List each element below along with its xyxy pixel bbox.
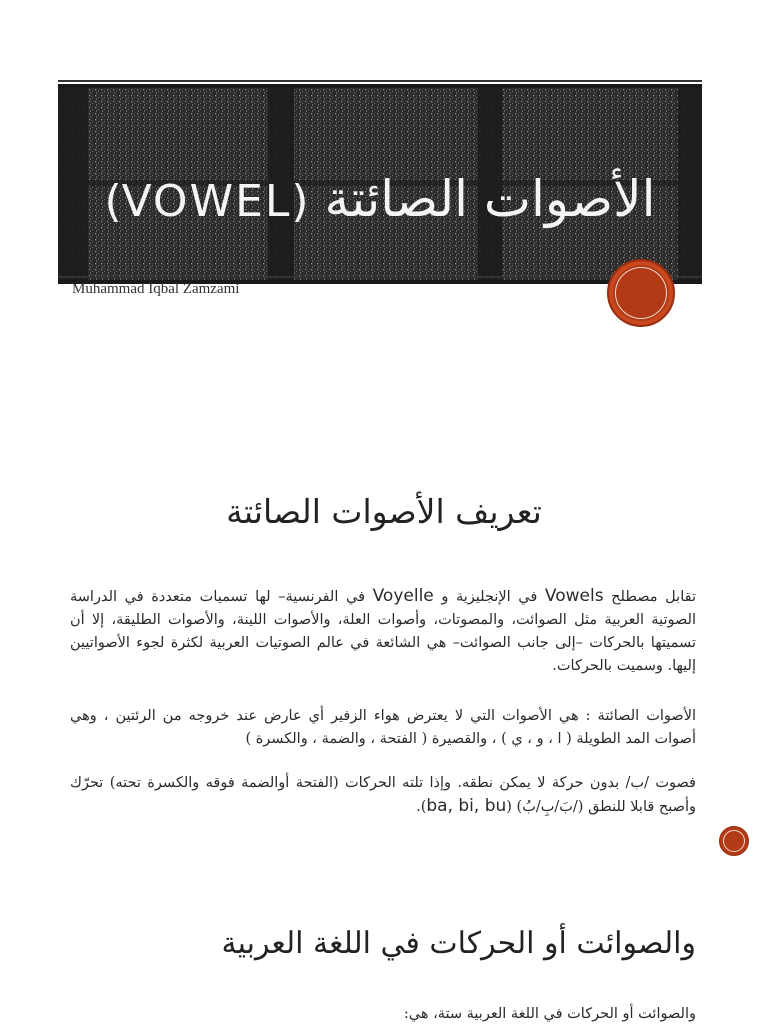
title-slide [0, 0, 768, 430]
vowels-slide [0, 910, 768, 1024]
p3-latin: ba, bi, bu [426, 795, 507, 816]
definition-paragraph-1 [70, 585, 696, 678]
banner-top-rule [58, 80, 702, 82]
definition-heading: تعريف الأصوات الصائتة [226, 492, 542, 531]
p1-text-b: في الإنجليزية و [433, 588, 545, 605]
decorative-circle [607, 259, 675, 327]
title-paren-close: ) [104, 176, 122, 227]
definition-slide [0, 470, 768, 890]
term-voyelle: Voyelle [372, 585, 434, 606]
slide-title [70, 154, 690, 244]
vowels-intro-text: والصوائت أو الحركات في اللغة العربية ستة، هي: [403, 1006, 696, 1022]
title-arabic: الأصوات الصائتة [324, 170, 656, 228]
term-vowels: Vowels [544, 585, 604, 606]
p1-text-c: في الفرنسية– لها تسميات متعددة في الدراسة الصوتية العربية مثل الصوائت، والمصوتات، وأصوات العلة، والأصوات اللينة، والأصوات الطليقة، إلا أن تسميتها بالحركات –إلى جانب الصوائت– هي الشائعة في عالم الصوتيات العربية لكثرة لجوء الأصواتيين إليها. وسميت بالحركات. [70, 588, 696, 674]
vowels-heading: والصوائت أو الحركات في اللغة العربية [221, 926, 696, 961]
title-paren-open: ( [291, 176, 309, 227]
p3-text-b: ). [416, 798, 427, 815]
definition-paragraph-2: الأصوات الصائتة : هي الأصوات التي لا يعترض هواء الزفير أي عارض عند خروجه من الرئتين ، وهي أصوات المد الطويلة ( ا ، و ، ي ) ، والقصيرة ( الفتحة ، والضمة ، والكسرة ) [70, 707, 696, 747]
p3-text-a: فصوت /ب/ بدون حركة لا يمكن نطقه. وإذا تلته الحركات (الفتحة أوالضمة فوقه والكسرة تحته) تحرّك وأصبح قابلا للنطق (/بَ/بِ/بُ) ( [70, 774, 696, 815]
banner-bottom-rule [58, 276, 702, 278]
p1-text-a: تقابل مصطلح [603, 588, 696, 605]
decorative-circle-small [719, 826, 749, 856]
title-latin: VOWEL [121, 176, 292, 227]
title-banner [58, 84, 702, 284]
title-latin-group [104, 176, 308, 227]
author-name: Muhammad Iqbal Zamzami [72, 281, 240, 297]
definition-paragraph-3 [70, 772, 696, 819]
